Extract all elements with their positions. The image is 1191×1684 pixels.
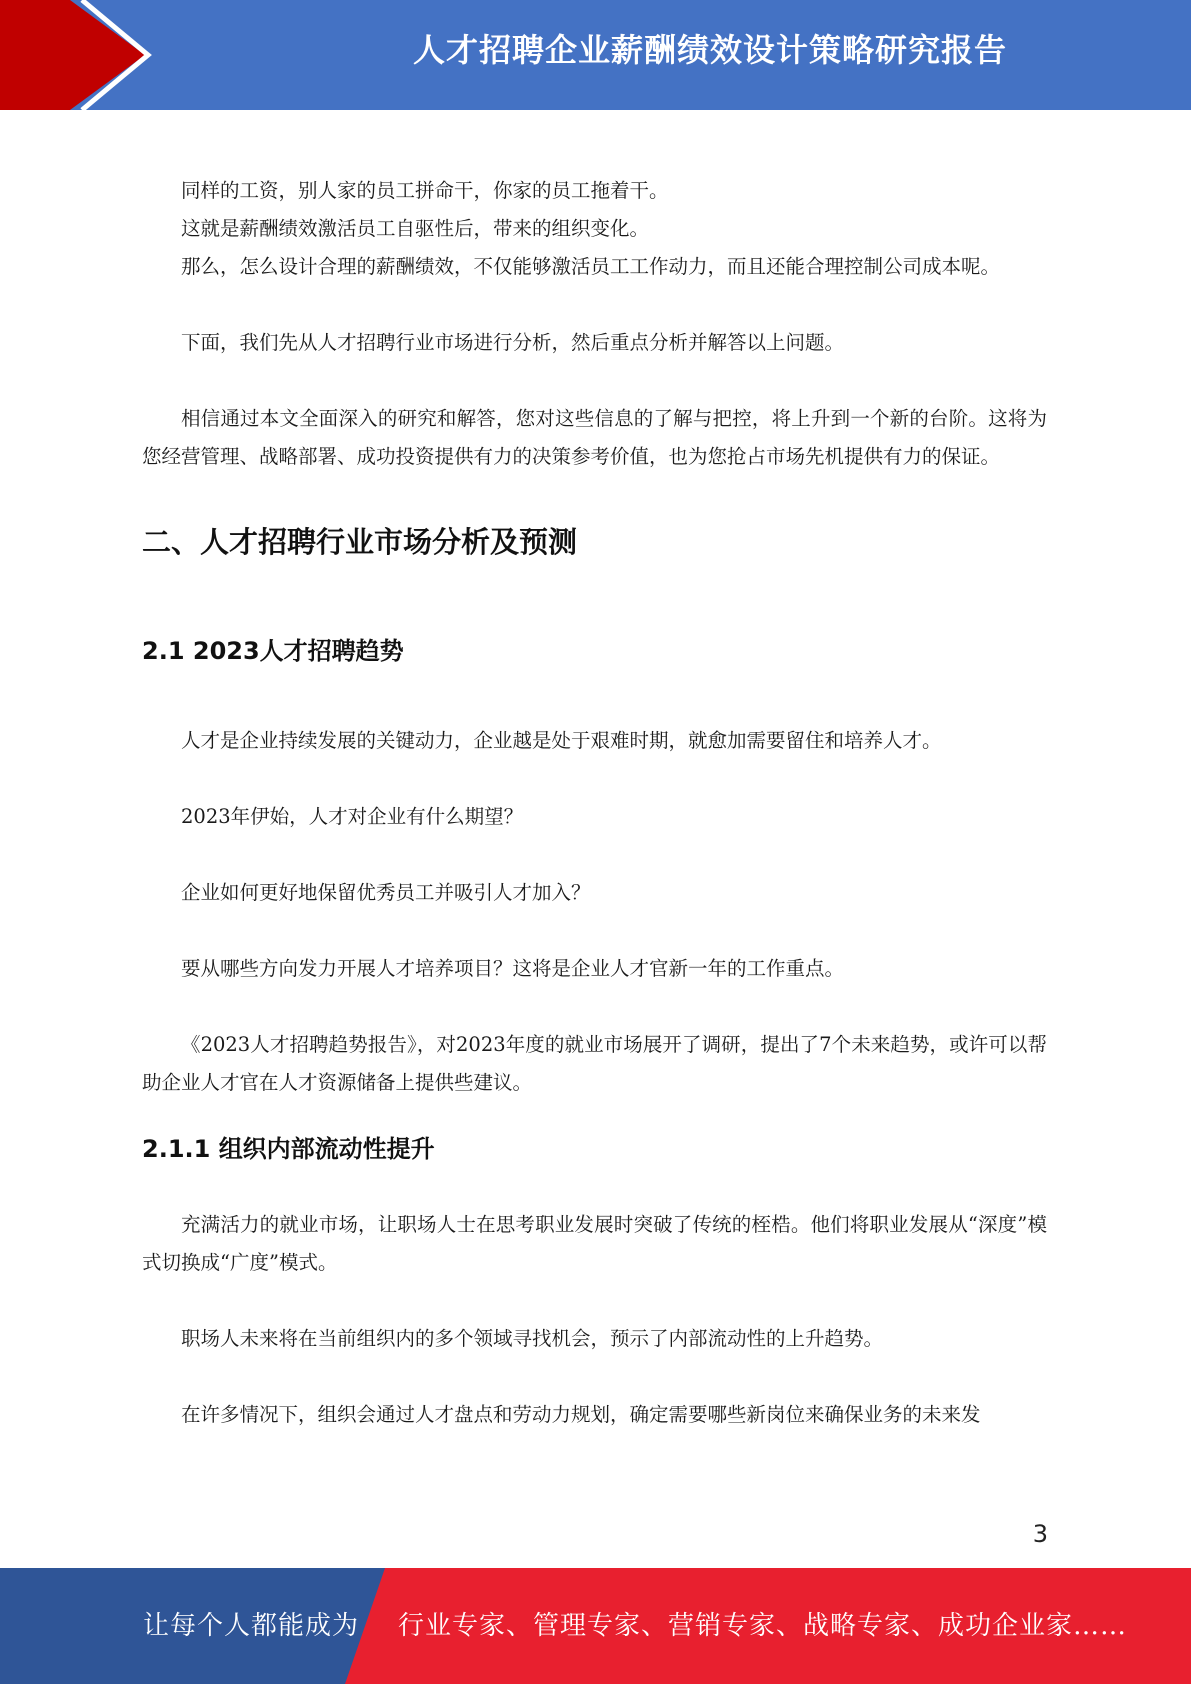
paragraph: 那么，怎么设计合理的薪酬绩效，不仅能够激活员工工作动力，而且还能合理控制公司成本呢。 (181, 255, 1001, 278)
report-title: 人才招聘企业薪酬绩效设计策略研究报告 (412, 31, 1007, 69)
paragraph: 在许多情况下，组织会通过人才盘点和劳动力规划，确定需要哪些新岗位来确保业务的未来发 (181, 1403, 981, 1426)
paragraph: 2023年伊始，人才对企业有什么期望？ (181, 805, 524, 828)
paragraph: 充满活力的就业市场，让职场人士在思考职业发展时突破了传统的桎梏。他们将职业发展从“深度”模式切换成“广度”模式。 (142, 1213, 1047, 1274)
paragraph: 要从哪些方向发力开展人才培养项目？这将是企业人才官新一年的工作重点。 (181, 957, 845, 980)
document-body (142, 172, 1047, 1434)
footer-slogan-left: 让每个人都能成为 (143, 1611, 360, 1641)
page-number: 3 (1032, 1520, 1048, 1548)
paragraph: 这就是薪酬绩效激活员工自驱性后，带来的组织变化。 (181, 217, 650, 240)
paragraph: 下面，我们先从人才招聘行业市场进行分析，然后重点分析并解答以上问题。 (181, 331, 845, 354)
page-footer (0, 1568, 1191, 1684)
paragraph: 人才是企业持续发展的关键动力，企业越是处于艰难时期，就愈加需要留住和培养人才。 (181, 729, 942, 752)
page-header (0, 0, 1191, 110)
paragraph: 企业如何更好地保留优秀员工并吸引人才加入？ (181, 881, 591, 904)
paragraph: 职场人未来将在当前组织内的多个领域寻找机会，预示了内部流动性的上升趋势。 (181, 1327, 884, 1350)
paragraph: 相信通过本文全面深入的研究和解答，您对这些信息的了解与把控，将上升到一个新的台阶。这将为您经营管理、战略部署、成功投资提供有力的决策参考价值，也为您抢占市场先机提供有力的保证。 (142, 407, 1047, 468)
footer-slogan-right: 行业专家、管理专家、营销专家、战略专家、成功企业家…… (398, 1611, 1128, 1641)
subsection-heading: 2.1 2023人才招聘趋势 (142, 637, 404, 665)
paragraph: 《2023人才招聘趋势报告》，对2023年度的就业市场展开了调研，提出了7个未来趋势，或许可以帮助企业人才官在人才资源储备上提供些建议。 (142, 1033, 1047, 1094)
paragraph: 同样的工资，别人家的员工拼命干，你家的员工拖着干。 (181, 179, 669, 202)
subsubsection-heading: 2.1.1 组织内部流动性提升 (142, 1135, 435, 1163)
section-heading: 二、人才招聘行业市场分析及预测 (142, 525, 578, 559)
